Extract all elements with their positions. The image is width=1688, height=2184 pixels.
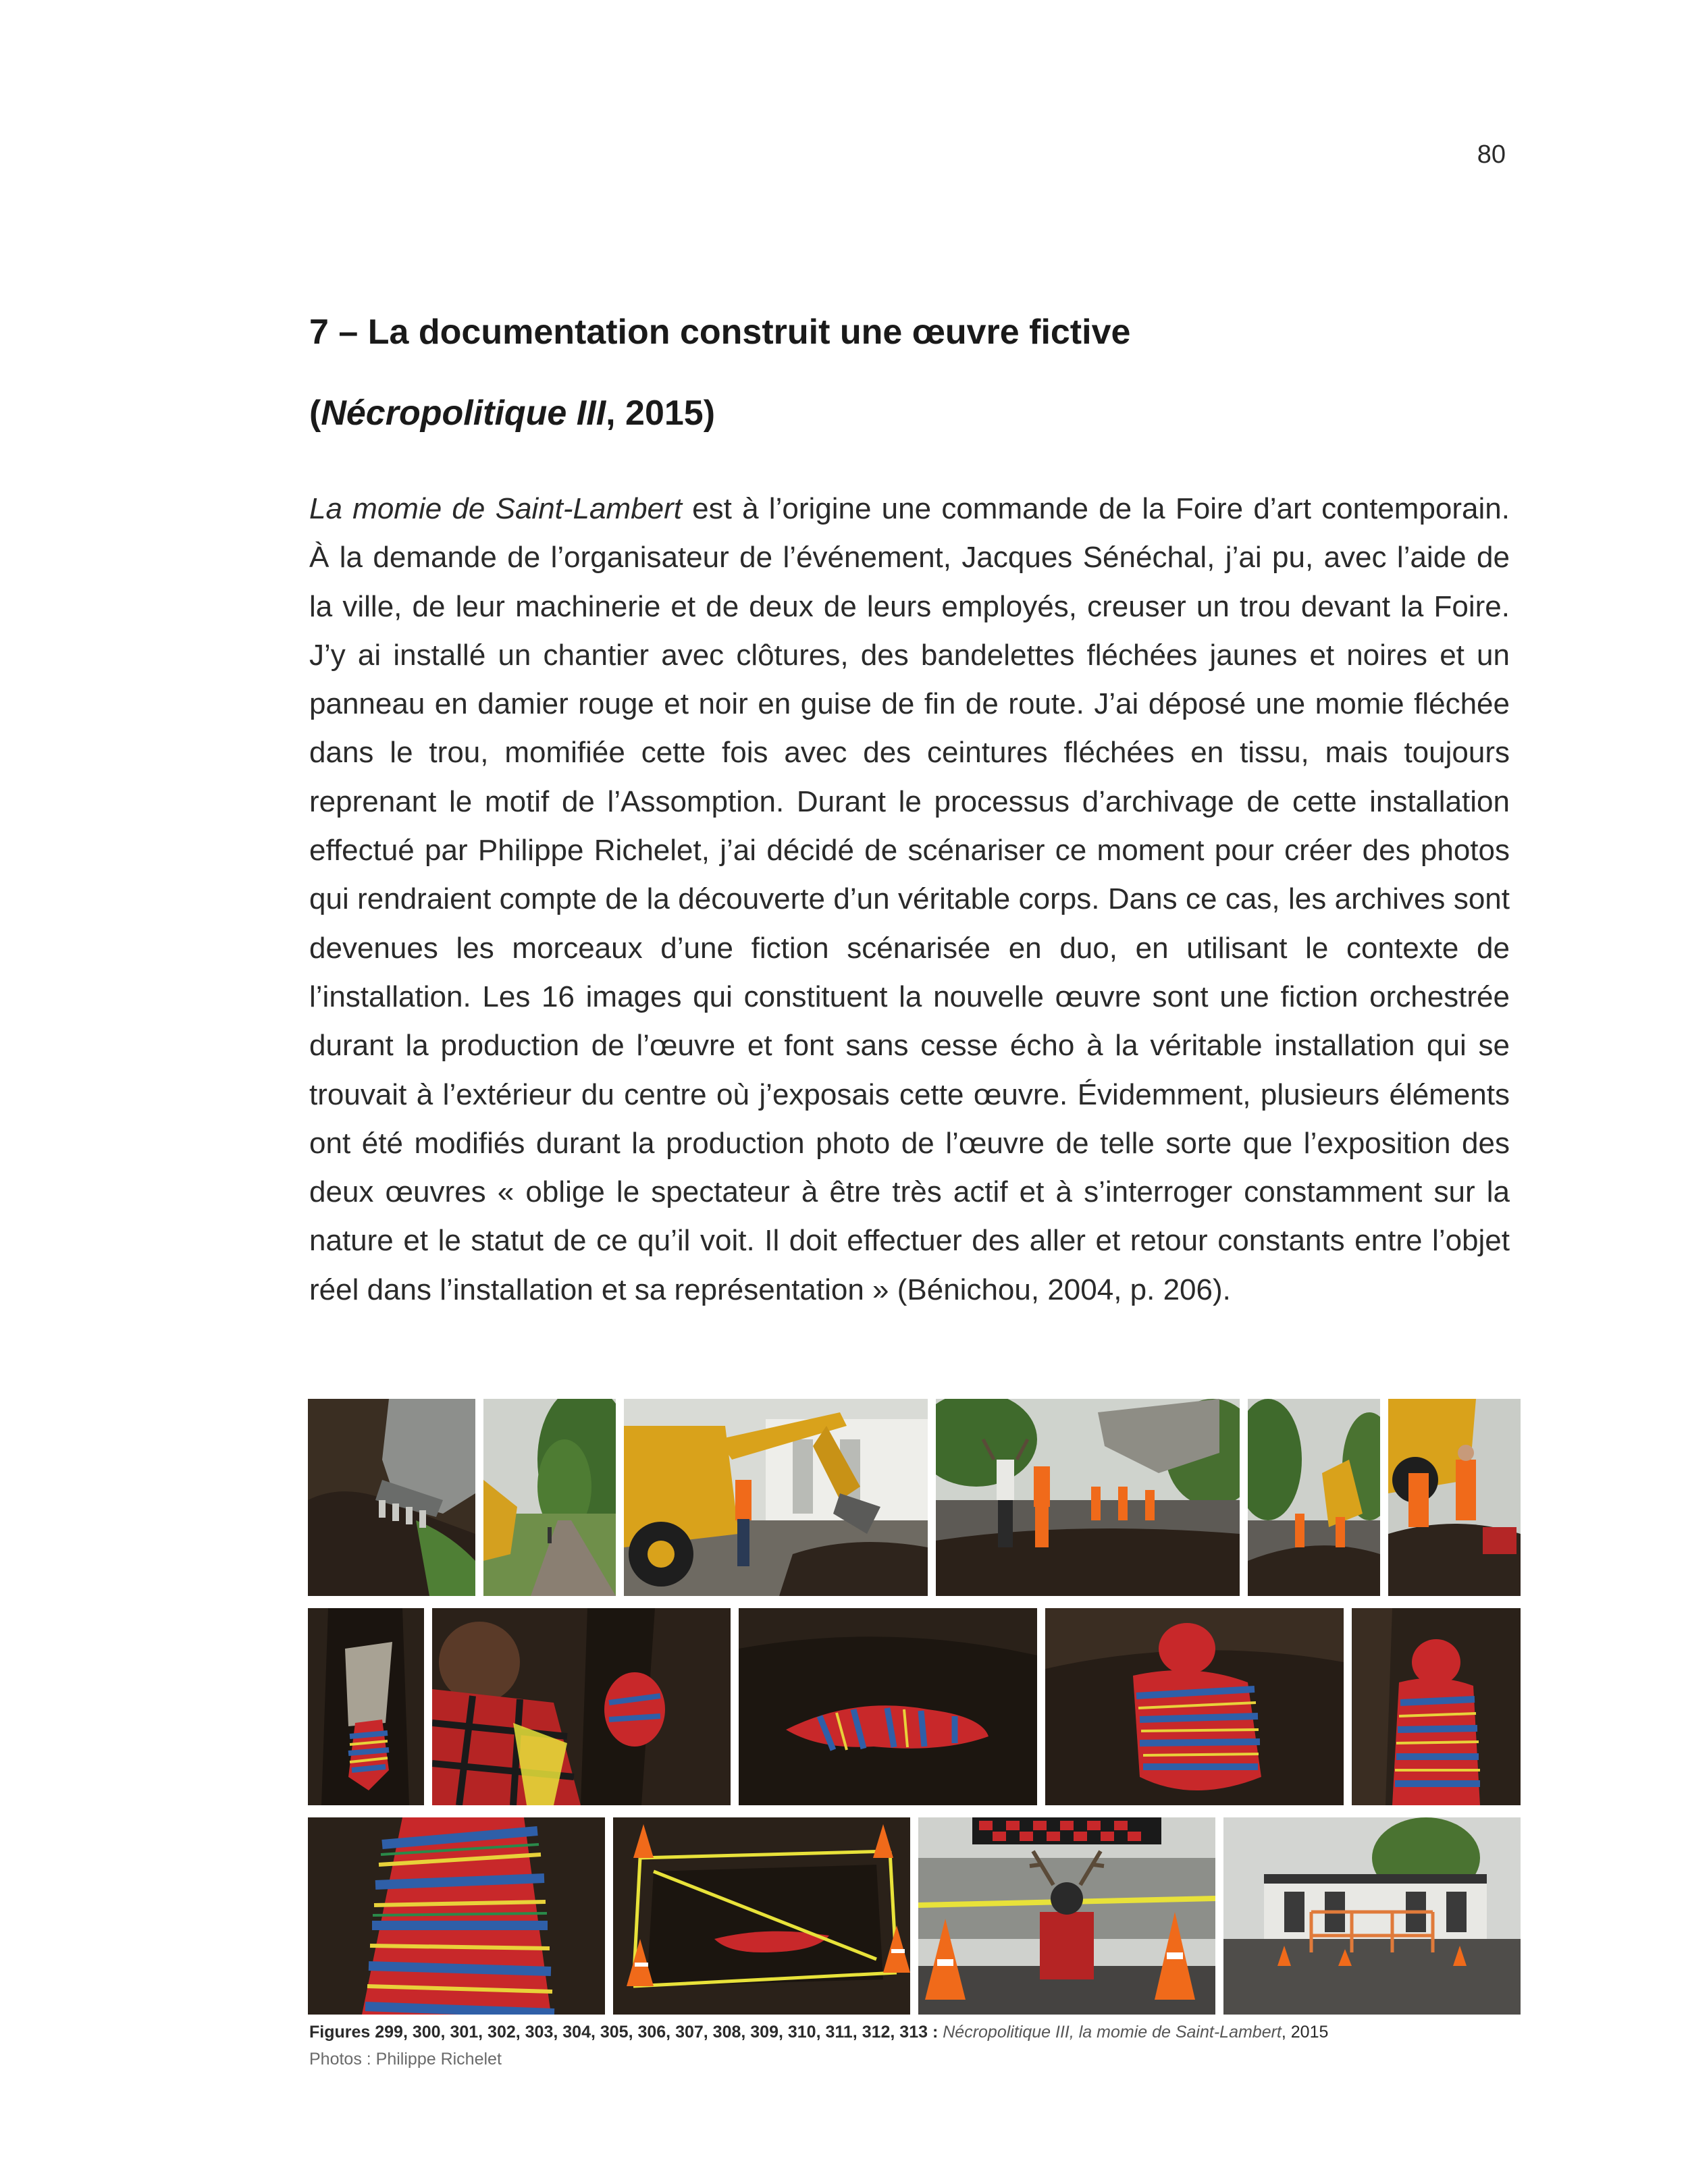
photo-tree-lined-path — [483, 1399, 616, 1596]
photo-antlered-figure-and-workers — [936, 1399, 1240, 1596]
photo-mummy-closeup — [1045, 1608, 1344, 1805]
subheading-open-paren: ( — [309, 394, 321, 433]
body-paragraph — [309, 485, 1510, 1314]
caption-year: , 2015 — [1281, 2023, 1329, 2042]
section-heading — [309, 312, 1525, 352]
photo-backhoe-and-worker — [624, 1399, 928, 1596]
photo-mummy-in-trench — [308, 1608, 424, 1805]
caption-work-title: Nécropolitique III, la momie de Saint-Lambert — [943, 2023, 1282, 2042]
photo-street-digging — [1248, 1399, 1380, 1596]
caption-figure-numbers: Figures 299, 300, 301, 302, 303, 304, 305, 306, 307, 308, 309, 310, 311, 312, 313 : — [309, 2023, 939, 2042]
photo-mummy-lying-in-hole — [739, 1608, 1037, 1805]
page-number: 80 — [1477, 140, 1506, 169]
figure-caption — [309, 2023, 1525, 2042]
body-lead-title: La momie de Saint-Lambert — [309, 492, 682, 525]
photo-antlered-figure-seated — [918, 1817, 1215, 2015]
photo-excavator-bucket — [308, 1399, 475, 1596]
photo-workers-at-backhoe — [1388, 1399, 1521, 1596]
photo-mummy-standing — [1352, 1608, 1521, 1805]
photo-credit: Photos : Philippe Richelet — [309, 2050, 502, 2069]
subheading-year: , 2015) — [606, 394, 716, 433]
subheading-work-title: Nécropolitique III — [321, 394, 606, 433]
photo-sash-detail — [308, 1817, 605, 2015]
section-subheading — [309, 393, 1525, 433]
body-text: est à l’origine une commande de la Foire d’art contemporain. À la demande de l’organisateur de l’événement, Jacques Sénéchal, j’ai pu, avec l’aide de la ville, de leur machinerie et de deux de leurs employés, creuser un trou devant la Foire. J’y ai installé un chantier avec clôtures, des bandelettes fléchées jaunes et noires et un panneau en damier rouge et noir en guise de fin de route. J’ai déposé une momie fléchée dans le trou, momifiée cette fois avec des ceintures fléchées en tissu, mais toujours reprenant le motif de l’Assomption. Durant le processus d’archivage de cette installation effectué par Philippe Richelet, j’ai décidé de scénariser ce moment pour créer des photos qui rendraient compte de la découverte d’un véritable corps. Dans ce cas, les archives sont devenues les morceaux d’une fiction scénarisée en duo, en utilisant le contexte de l’installation. Les 16 images qui constituent la nouvelle œuvre sont une fiction orchestrée durant la production de l’œuvre et font sans cesse écho à la véritable installation qui se trouvait à l’extérieur du centre où j’exposais cette œuvre. Évidemment, plusieurs éléments ont été modifiés durant la production photo de l’œuvre de telle sorte que l’exposition des deux œuvres « oblige le spectateur à être très actif et à s’interroger constamment sur la nature et le statut de ce qu’il voit. Il doit effectuer des aller et retour constants entre l’objet réel dans l’installation et sa représentation » (Bénichou, 2004, p. 206). — [309, 492, 1510, 1306]
photo-fair-building-construction-site — [1223, 1817, 1521, 2015]
photo-mummy-and-plaid-worker — [432, 1608, 731, 1805]
photo-cones-and-tape-overhead — [613, 1817, 910, 2015]
section-heading-text: 7 – La documentation construit une œuvre fictive — [309, 313, 1131, 352]
